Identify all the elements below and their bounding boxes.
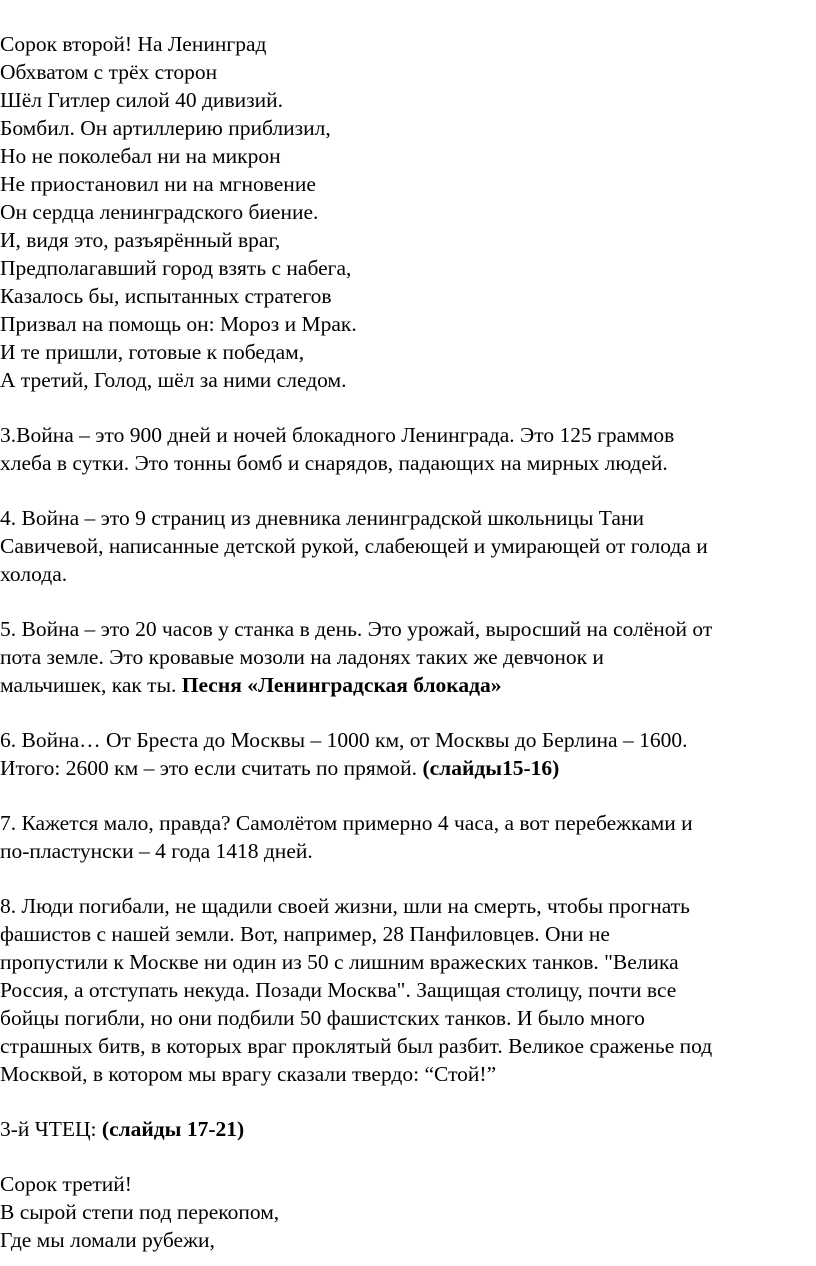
paragraph-line: 5. Война – это 20 часов у станка в день. Это урожай, выросший на солёной от	[0, 617, 713, 641]
poem-line: Где мы ломали рубежи,	[0, 1228, 215, 1252]
paragraph-line: 8. Люди погибали, не щадили своей жизни, шли на смерть, чтобы прогнать	[0, 894, 690, 918]
paragraph-text: мальчишек, как ты.	[0, 673, 177, 697]
paragraph-line	[0, 671, 812, 699]
paragraph-line: 4. Война – это 9 страниц из дневника ленинградской школьницы Тани	[0, 506, 644, 530]
paragraph-gap	[0, 699, 812, 726]
reader-label: 3-й ЧТЕЦ:	[0, 1117, 102, 1141]
poem-line: Казалось бы, испытанных стратегов	[0, 284, 332, 308]
paragraph-text: Итого: 2600 км – это если считать по прямой.	[0, 756, 423, 780]
poem-line: Но не поколебал ни на микрон	[0, 144, 281, 168]
poem-line: Предполагавший город взять с набега,	[0, 256, 352, 280]
paragraph-line: бойцы погибли, но они подбили 50 фашистских танков. И было много	[0, 1006, 645, 1030]
reader-line	[0, 1115, 812, 1143]
poem-line: Обхватом с трёх сторон	[0, 60, 218, 84]
paragraph-line: пропустили к Москве ни один из 50 с лишним вражеских танков. "Велика	[0, 950, 679, 974]
poem-line: И, видя это, разъярённый враг,	[0, 228, 281, 252]
poem-1943	[0, 1170, 812, 1254]
paragraph-7	[0, 809, 812, 865]
paragraph-line: страшных битв, в которых враг проклятый был разбит. Великое сраженье под	[0, 1034, 713, 1058]
poem-line: А третий, Голод, шёл за ними следом.	[0, 368, 347, 392]
slides-reference: (слайды15-16)	[422, 756, 560, 780]
paragraph-line: Россия, а отступать некуда. Позади Москва". Защищая столицу, почти все	[0, 978, 677, 1002]
paragraph-gap	[0, 865, 812, 892]
paragraph-line: пота земле. Это кровавые мозоли на ладонях таких же девчонок и	[0, 645, 604, 669]
paragraph-line	[0, 754, 812, 782]
paragraph-line: фашистов с нашей земли. Вот, например, 28 Панфиловцев. Они не	[0, 922, 610, 946]
paragraph-line: Москвой, в котором мы врагу сказали твердо: “Стой!”	[0, 1062, 497, 1086]
poem-line: Сорок третий!	[0, 1172, 132, 1196]
paragraph-4	[0, 504, 812, 588]
paragraph-line: 7. Кажется мало, правда? Самолётом примерно 4 часа, а вот перебежками и	[0, 811, 693, 835]
poem-line: И те пришли, готовые к победам,	[0, 340, 305, 364]
poem-line: В сырой степи под перекопом,	[0, 1200, 280, 1224]
poem-line: Бомбил. Он артиллерию приблизил,	[0, 116, 331, 140]
paragraph-line: по-пластунски – 4 года 1418 дней.	[0, 839, 313, 863]
poem-line: Призвал на помощь он: Мороз и Мрак.	[0, 312, 357, 336]
paragraph-line: 3.Война – это 900 дней и ночей блокадного Ленинграда. Это 125 граммов	[0, 423, 675, 447]
slides-reference: (слайды 17-21)	[101, 1117, 245, 1141]
paragraph-gap	[0, 477, 812, 504]
paragraph-line: хлеба в сутки. Это тонны бомб и снарядов, падающих на мирных людей.	[0, 451, 668, 475]
paragraph-6	[0, 726, 812, 782]
paragraph-gap	[0, 782, 812, 809]
poem-line: Он сердца ленинградского биение.	[0, 200, 319, 224]
paragraph-gap	[0, 394, 812, 421]
paragraph-5	[0, 615, 812, 699]
paragraph-gap	[0, 1088, 812, 1115]
paragraph-gap	[0, 1143, 812, 1170]
poem-line: Не приостановил ни на мгновение	[0, 172, 316, 196]
paragraph-line: 6. Война… От Бреста до Москвы – 1000 км, от Москвы до Берлина – 1600.	[0, 728, 688, 752]
paragraph-line: холода.	[0, 562, 68, 586]
poem-1942	[0, 30, 812, 394]
paragraph-line: Савичевой, написанные детской рукой, слабеющей и умирающей от голода и	[0, 534, 708, 558]
paragraph-8	[0, 892, 812, 1088]
poem-line: Шёл Гитлер силой 40 дивизий.	[0, 88, 283, 112]
poem-line: Сорок второй! На Ленинград	[0, 32, 267, 56]
paragraph-3	[0, 421, 812, 477]
paragraph-gap	[0, 588, 812, 615]
reader-3-heading	[0, 1115, 812, 1143]
song-title: Песня «Ленинградская блокада»	[181, 673, 502, 697]
